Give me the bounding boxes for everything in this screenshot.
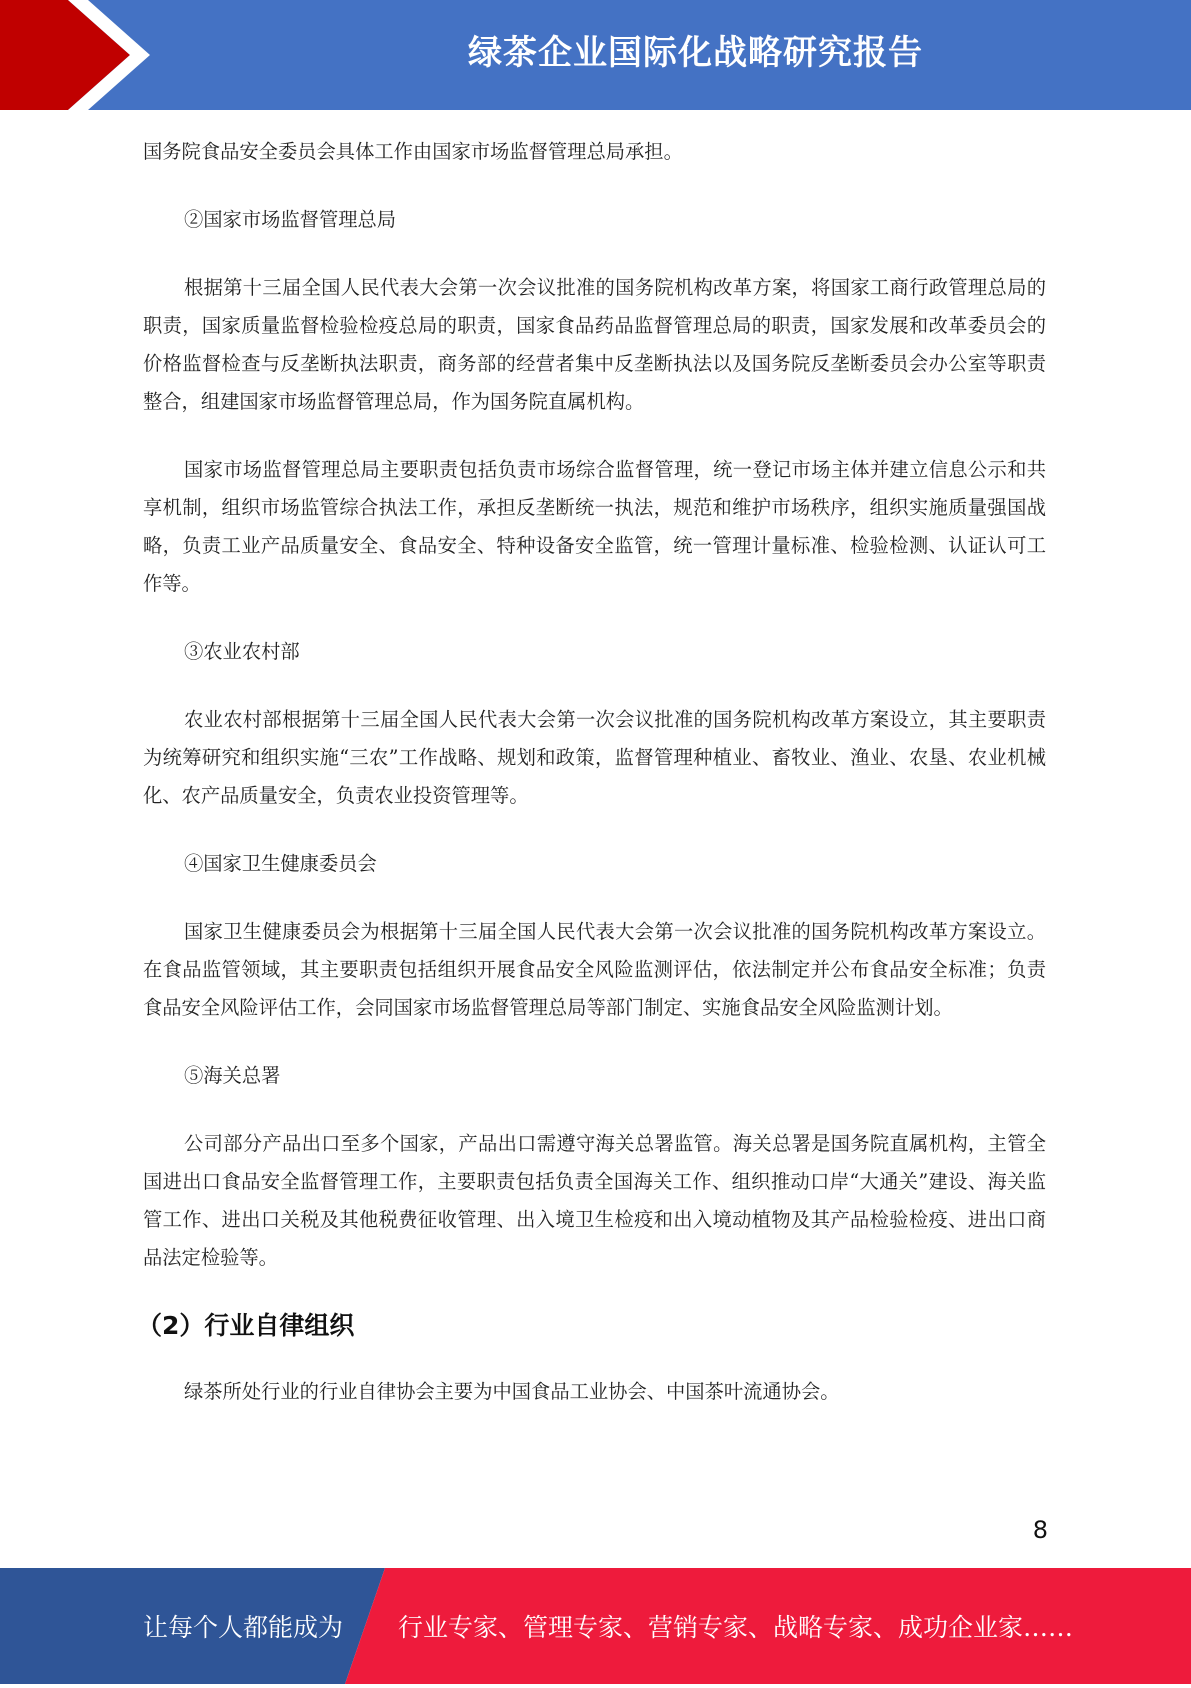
page-body (137, 133, 1046, 1441)
paragraph: 根据第十三届全国人民代表大会第一次会议批准的国务院机构改革方案，将国家工商行政管理总局的职责，国家质量监督检验检疫总局的职责，国家食品药品监督管理总局的职责，国家发展和改革委员会的价格监督检查与反垄断执法职责，商务部的经营者集中反垄断执法以及国务院反垄断委员会办公室等职责整合，组建国家市场监督管理总局，作为国务院直属机构。 (143, 276, 1046, 413)
report-title: 绿茶企业国际化战略研究报告 (468, 33, 923, 73)
list-item-heading: ②国家市场监督管理总局 (184, 208, 397, 231)
paragraph: 国务院食品安全委员会具体工作由国家市场监督管理总局承担。 (143, 140, 683, 163)
paragraph: 公司部分产品出口至多个国家，产品出口需遵守海关总署监管。海关总署是国务院直属机构，主管全国进出口食品安全监督管理工作，主要职责包括负责全国海关工作、组织推动口岸“大通关”建设、海关监管工作、进出口关税及其他税费征收管理、出入境卫生检疫和出入境动植物及其产品检验检疫、进出口商品法定检验等。 (143, 1132, 1046, 1269)
list-item-heading: ③农业农村部 (184, 640, 300, 663)
list-item-heading: ④国家卫生健康委员会 (184, 852, 377, 875)
paragraph: 农业农村部根据第十三届全国人民代表大会第一次会议批准的国务院机构改革方案设立，其主要职责为统筹研究和组织实施“三农”工作战略、规划和政策，监督管理种植业、畜牧业、渔业、农垦、农业机械化、农产品质量安全，负责农业投资管理等。 (143, 708, 1046, 807)
page-footer (0, 1568, 1191, 1684)
section-heading: （2）行业自律组织 (137, 1311, 355, 1340)
paragraph: 国家市场监督管理总局主要职责包括负责市场综合监督管理，统一登记市场主体并建立信息公示和共享机制，组织市场监管综合执法工作，承担反垄断统一执法，规范和维护市场秩序，组织实施质量强国战略，负责工业产品质量安全、食品安全、特种设备安全监管，统一管理计量标准、检验检测、认证认可工作等。 (143, 458, 1046, 595)
footer-slogan-right: 行业专家、管理专家、营销专家、战略专家、成功企业家…… (398, 1613, 1074, 1642)
paragraph: 国家卫生健康委员会为根据第十三届全国人民代表大会第一次会议批准的国务院机构改革方案设立。在食品监管领域，其主要职责包括组织开展食品安全风险监测评估，依法制定并公布食品安全标准；负责食品安全风险评估工作，会同国家市场监督管理总局等部门制定、实施食品安全风险监测计划。 (143, 920, 1046, 1019)
page-number: 8 (1032, 1516, 1048, 1544)
list-item-heading: ⑤海关总署 (184, 1064, 281, 1087)
paragraph: 绿茶所处行业的行业自律协会主要为中国食品工业协会、中国茶叶流通协会。 (184, 1380, 840, 1403)
footer-slogan-left: 让每个人都能成为 (143, 1613, 344, 1642)
page-header (0, 0, 1191, 110)
